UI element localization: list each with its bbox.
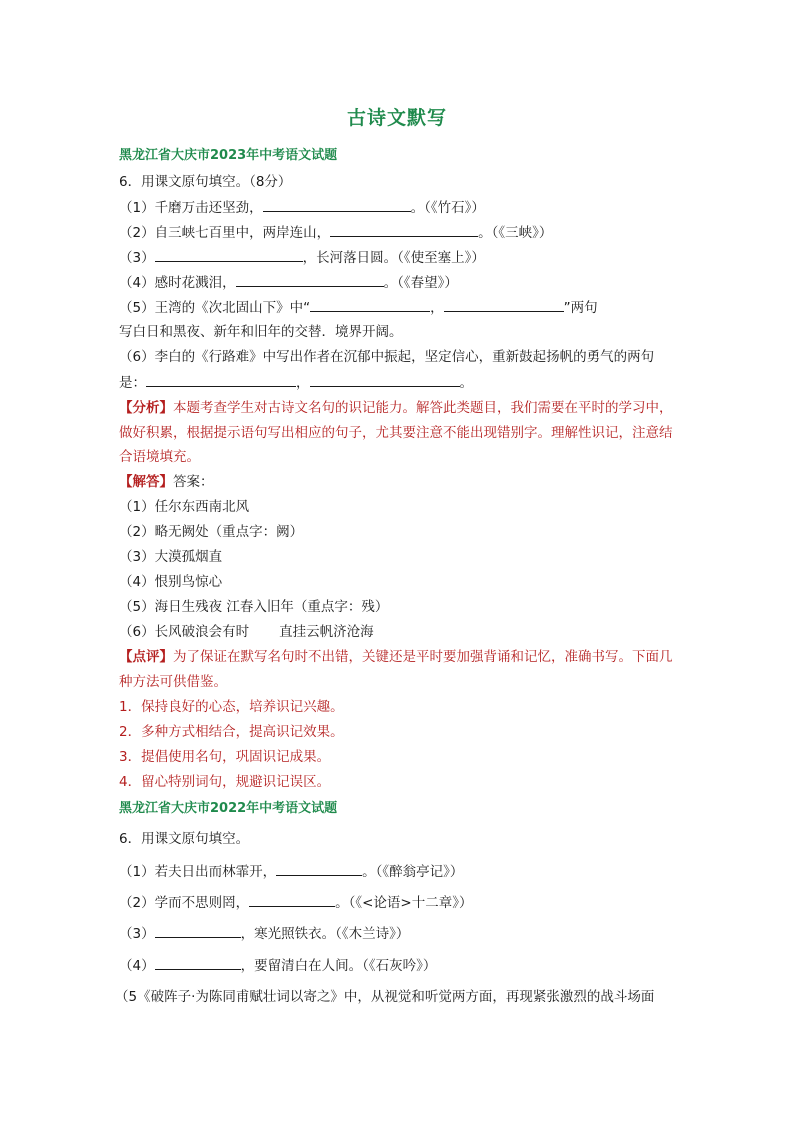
item-4 (119, 272, 679, 293)
item-2022-1-post: 。（《醉翁亭记》） (362, 864, 464, 880)
method-4: 4．留心特别词句，规避识记误区。 (119, 774, 331, 790)
comment-block (119, 645, 679, 694)
item-6-line2 (119, 372, 679, 393)
item-2022-2 (119, 892, 679, 913)
item-5-post: ”两句 (563, 300, 598, 316)
comment-label: 【点评】 (119, 649, 173, 665)
comment-text: 为了保证在默写名句时不出错，关键还是平时要加强背诵和记忆，准确书写。下面几种方法可供借鉴。 (119, 649, 673, 690)
answer-6-a: （6）长风破浪会有时 (119, 624, 250, 640)
item-6-mid: ， (296, 375, 310, 391)
item-2-pre: （2）自三峡七百里中，两岸连山， (119, 225, 331, 241)
answer-4: （4）恨别鸟惊心 (119, 574, 223, 590)
item-5-pre: （5）王湾的《次北固山下》中“ (119, 300, 311, 316)
answer-blank[interactable] (276, 861, 362, 876)
item-2022-3-post: ，寒光照铁衣。（《木兰诗》） (240, 926, 410, 942)
item-2022-4 (119, 955, 679, 976)
answer-5: （5）海日生残夜 江春入旧年（重点字：残） (119, 599, 389, 615)
analysis-text: 本题考查学生对古诗文名句的识记能力。解答此类题目，我们需要在平时的学习中，做好积累，根据提示语句写出相应的句子，尤其要注意不能出现错别字。理解性识记，注意结合语境填充。 (119, 400, 673, 465)
item-4-pre: （4）感时花溅泪， (119, 275, 236, 291)
item-2022-3 (119, 923, 679, 944)
question-6-2022: 6．用课文原句填空。 (119, 831, 250, 847)
item-2022-4-post: ，要留清白在人间。（《石灰吟》） (240, 958, 437, 974)
item-1-pre: （1）千磨万击还坚劲， (119, 200, 263, 216)
item-5 (119, 297, 679, 318)
page-title: 古诗文默写 (346, 107, 447, 129)
item-5-line2: 写白日和黑夜、新年和旧年的交替．境界开阔。 (119, 324, 403, 340)
item-2-post: 。（《三峡》） (478, 225, 553, 241)
item-2022-1-pre: （1）若夫日出而林霏开， (119, 864, 277, 880)
item-2022-4-pre: （4） (119, 958, 155, 974)
answer-label: 【解答】 (119, 474, 173, 490)
answer-blank[interactable] (249, 892, 335, 907)
answer-3: （3）大漠孤烟直 (119, 549, 223, 565)
item-2022-3-pre: （3） (119, 926, 155, 942)
answer-6 (119, 622, 679, 642)
section-heading-2022: 黑龙江省大庆市2022年中考语文试题 (119, 801, 338, 816)
item-2022-2-post: 。（《<论语>十二章》） (335, 895, 473, 911)
question-6-2023: 6．用课文原句填空。（8分） (119, 174, 292, 190)
answer-intro: 答案： (173, 474, 214, 490)
analysis-block (119, 396, 679, 470)
item-1-post: 。（《竹石》） (410, 200, 485, 216)
item-4-post: 。（《春望》） (383, 275, 458, 291)
answer-2: （2）略无阙处（重点字：阙） (119, 524, 304, 540)
answer-blank[interactable] (263, 197, 411, 212)
item-6-post: 。 (459, 375, 473, 391)
answer-blank[interactable] (310, 297, 430, 312)
section-heading-2023: 黑龙江省大庆市2023年中考语文试题 (119, 148, 338, 163)
answer-blank[interactable] (444, 297, 564, 312)
item-3-pre: （3） (119, 250, 155, 266)
item-6-pre: 是： (119, 375, 146, 391)
item-6: （6）李白的《行路难》中写出作者在沉郁中振起，坚定信心，重新鼓起扬帆的勇气的两句 (119, 349, 655, 365)
answer-blank[interactable] (155, 955, 241, 970)
method-3: 3．提倡使用名句，巩固识记成果。 (119, 749, 331, 765)
item-2022-2-pre: （2）学而不思则罔， (119, 895, 250, 911)
answer-blank[interactable] (146, 372, 296, 387)
item-3-post: ，长河落日圆。（《使至塞上》） (302, 250, 485, 266)
answer-6-b: 直挂云帆济沧海 (279, 624, 374, 640)
analysis-label: 【分析】 (119, 400, 173, 416)
item-1 (119, 197, 679, 218)
item-2022-5: （5《破阵子·为陈同甫赋壮词以寄之》中，从视觉和听觉两方面，再现紧张激烈的战斗场面 (115, 989, 655, 1005)
answer-blank[interactable] (155, 247, 303, 262)
item-3 (119, 247, 679, 268)
answer-heading (119, 472, 679, 492)
method-2: 2．多种方式相结合，提高识记效果。 (119, 724, 344, 740)
item-2 (119, 222, 679, 243)
answer-1: （1）任尔东西南北风 (119, 499, 250, 515)
answer-blank[interactable] (155, 923, 241, 938)
item-2022-1 (119, 861, 679, 882)
answer-blank[interactable] (236, 272, 384, 287)
method-1: 1．保持良好的心态，培养识记兴趣。 (119, 699, 344, 715)
answer-blank[interactable] (330, 222, 478, 237)
item-5-mid: ， (430, 300, 444, 316)
answer-blank[interactable] (310, 372, 460, 387)
